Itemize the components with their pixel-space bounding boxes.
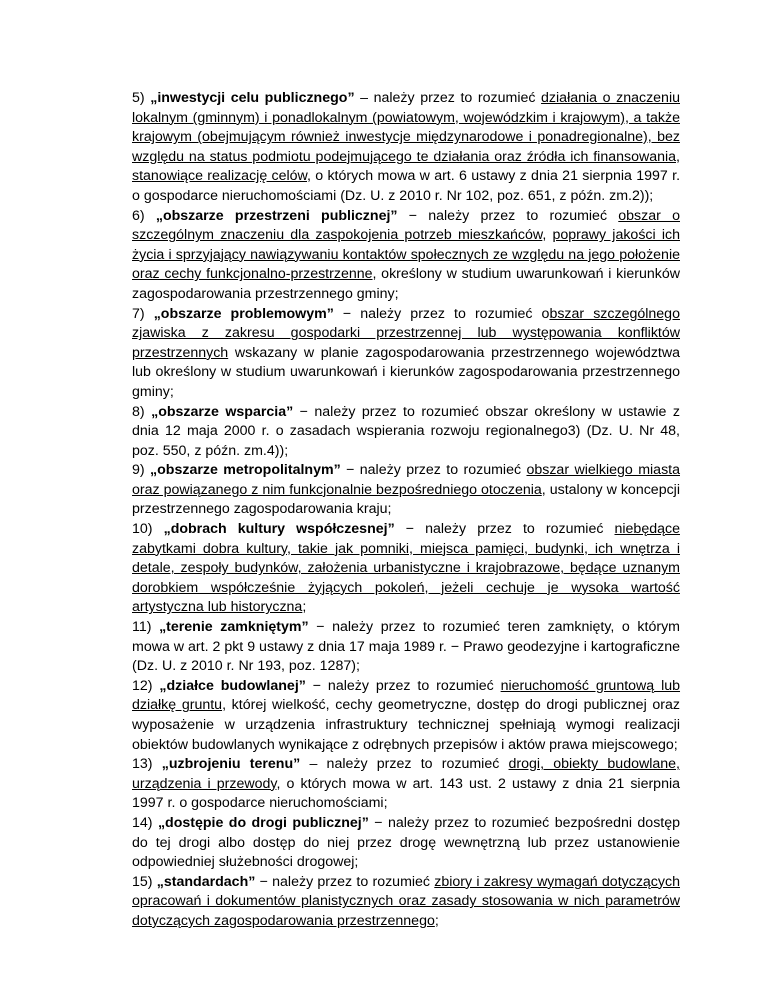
definition-text: ; [434,912,439,929]
definition-text: obszar określony w ustawie z dnia 12 maja 2000 r. o zasadach wspierania rozwoju regionalnego3) (Dz. U. Nr 48, poz. 550, z późn. zm.4)); [132,403,680,459]
underlined-text: obszar wielkiego miasta oraz powiązanego z nim funkcjonalnie bezpośredniego otoczenia [132,462,680,498]
underlined-text: niebędące zabytkami dobra kultury, takie jak pomniki, miejsca pamięci, budynki, ich wnętrza i detale, zespoły budynków, założenia urbanistyczne i krajobrazowe, będące uznanym dorobkiem współcześnie żyjących pokoleń, jeżeli cechuje je wysoka wartość artystyczna lub historyczna [132,521,680,616]
definition-text: wskazany w planie zagospodarowania przestrzennego województwa lub określony w studium uwarunkowań i kierunków zagospodarowania przestrzennego gminy; [132,344,680,400]
definition-term: „obszarze przestrzeni publicznej” [155,207,398,224]
definition-number: 13) [132,756,153,773]
definition-lead: − należy przez to rozumieć [340,462,527,479]
definition-item-9 [132,461,680,520]
definition-number: 6) [132,207,145,224]
definition-lead: − należy przez to rozumieć [368,814,555,831]
definition-text: , [542,227,553,244]
definition-text: , o których mowa w art. 143 ust. 2 ustawy z dnia 21 sierpnia 1997 r. o gospodarce nieruchomościami; [132,775,681,812]
definition-text: , której wielkość, cechy geometryczne, dostęp do drogi publicznej oraz wyposażenie w urządzenia infrastruktury technicznej spełniają wymogi realizacji obiektów budowlanych wynikające z odrębnych przepisów i aktów prawa miejscowego; [132,697,680,753]
definition-item-8 [132,403,680,462]
underlined-text: działania o znaczeniu lokalnym (gminnym) i ponadlokalnym (powiatowym, wojewódzkim i krajowym), a także krajowym (obejmującym również inwestycje międzynarodowe i ponadregionalne), bez względu na status podmiotu podejmującego te działania oraz źródła ich finansowania, stanowiące realizację celów [132,90,680,185]
definition-term: „standardach” [156,873,256,890]
document-page [132,89,680,932]
definition-lead: − należy przez to rozumieć [293,403,486,420]
definition-term: „działce budowlanej” [159,677,306,694]
underlined-text: poprawy jakości ich życia i sprzyjający nawiązywaniu kontaktów społecznych ze względu na jego położenie oraz cechy funkcjonalno-przestrzenne [132,227,680,283]
definition-text: bezpośredni dostęp do tej drogi albo dostęp do niej przez drogę wewnętrzną lub przez ustanowienie odpowiedniej służebności drogowej; [132,814,681,871]
definition-number: 5) [132,90,145,106]
definition-item-15 [132,873,680,932]
underlined-text: drogi, obiekty budowlane, urządzenia i przewody [132,756,680,792]
definition-item-13 [132,755,680,814]
definition-number: 9) [132,462,145,479]
definition-term: „inwestycji celu publicznego” [150,90,355,106]
definition-term: „obszarze wsparcia” [151,403,294,420]
definition-item-11 [132,618,680,677]
definition-item-7 [132,305,680,403]
underlined-text: zbiory i zakresy wymagań dotyczących opracowań i dokumentów planistycznych oraz zasady stosowania w nich parametrów dotyczących zagospodarowania przestrzennego [132,873,680,929]
definition-number: 10) [132,521,153,538]
definition-text: , określony w studium uwarunkowań i kierunków zagospodarowania przestrzennego gminy; [132,266,680,302]
definition-lead: − należy przez to rozumieć [308,619,508,636]
definition-lead: − należy przez to rozumieć [397,207,619,224]
definition-number: 15) [132,873,153,890]
definition-text: , o których mowa w art. 6 ustawy z dnia 21 sierpnia 1997 r. o gospodarce nieruchomościami (Dz. U. z 2010 r. Nr 102, poz. 651, z późn. zm.2)); [132,168,681,204]
definition-term: „dobrach kultury współczesnej” [163,521,395,538]
definition-item-5 [132,89,680,207]
definition-item-10 [132,520,680,618]
underlined-text: bszar szczególnego zjawiska z zakresu gospodarki przestrzennej lub występowania konfliktów przestrzennych [132,305,680,361]
definition-number: 8) [132,403,145,420]
definition-text: ; [302,599,307,616]
definition-number: 12) [132,677,153,694]
definition-lead: − należy przez to rozumieć [394,521,615,538]
definition-lead: − należy przez to rozumieć [255,873,435,890]
definition-number: 11) [132,619,152,636]
definition-number: 14) [132,814,153,831]
underlined-text: obszar o szczególnym znaczeniu dla zaspokojenia potrzeb mieszkańców [132,207,680,244]
definition-text: , ustalony w koncepcji przestrzennego zagospodarowania kraju; [132,481,680,518]
definition-item-12 [132,677,680,755]
definition-term: „terenie zamkniętym” [159,619,309,636]
definition-lead: − należy przez to rozumieć [305,677,501,694]
definition-term: „obszarze problemowym” [153,305,334,322]
definition-item-6 [132,207,680,305]
definition-item-14 [132,814,680,873]
definition-text: teren zamknięty, o którym mowa w art. 2 pkt 9 ustawy z dnia 17 maja 1989 r. − Prawo geodezyjne i kartograficzne (Dz. U. z 2010 r. Nr 193, poz. 1287); [132,619,680,675]
definition-lead: – należy przez to rozumieć [300,756,509,773]
definition-lead: − należy przez to rozumieć o [333,305,550,322]
underlined-text: nieruchomość gruntową lub działkę gruntu [132,677,681,714]
definition-term: „dostępie do drogi publicznej” [157,814,369,831]
definition-term: „obszarze metropolitalnym” [150,462,341,479]
definition-lead: – należy przez to rozumieć [354,90,542,106]
definition-number: 7) [132,305,145,322]
definition-term: „uzbrojeniu terenu” [161,756,301,773]
